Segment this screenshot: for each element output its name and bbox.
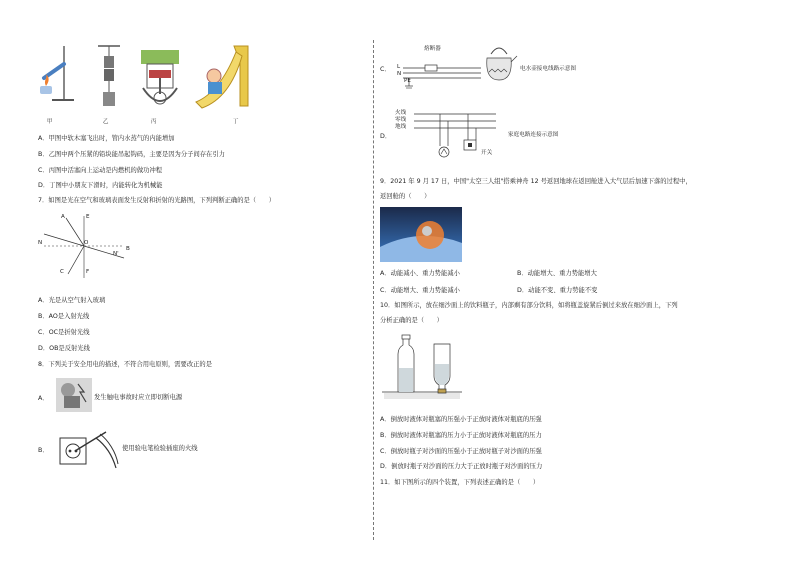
q7-label-a: A — [61, 214, 65, 220]
fig-jia-test-tube — [34, 42, 74, 108]
q11-stem: 11．如下图所示的四个装置，下列表述正确的是（ ） — [380, 479, 540, 486]
d-option-letter: D． — [380, 133, 392, 140]
q7-label-e: E — [86, 214, 90, 220]
q8-test-pen-socket-image — [56, 428, 122, 472]
c-kettle-circuit-diagram — [395, 40, 521, 92]
q10-option-c: C．倒放时瓶子对沙面的压强小于正放时瓶子对沙面的压强 — [380, 448, 542, 455]
q6-option-a: A．甲图中软木塞飞出时，管内水蒸气的内能增加 — [38, 135, 175, 142]
d-home-circuit-diagram — [410, 108, 500, 170]
q9-stem-line2: 返回舱的（ ） — [380, 193, 431, 200]
q7-label-n-prime: N' — [113, 251, 119, 257]
c-n-label: N — [397, 71, 402, 77]
c-pe-label: PE — [404, 78, 411, 84]
fig-ding-slide — [190, 42, 254, 112]
q8-option-a-text: 发生触电事故时应立即切断电源 — [94, 394, 183, 401]
d-line-ground: 地线 — [395, 124, 407, 130]
q7-label-b: B — [126, 246, 130, 252]
q8-option-b-text: 使用验电笔检验插座的火线 — [122, 445, 198, 452]
q6-option-d: D．丁图中小朋友下滑时，内能转化为机械能 — [38, 182, 163, 189]
q9-stem-line1: 9．2021 年 9 月 17 日，中国"太空三人组"搭乘神舟 12 号返回地球在返回舱进入大气层后加速下落的过程中， — [380, 178, 692, 185]
q10-option-b: B．倒放时液体对瓶塞的压力小于正放时液体对瓶底的压力 — [380, 432, 542, 439]
q9-option-b: B．动能增大、重力势能增大 — [517, 270, 597, 277]
q7-label-n: N — [38, 240, 43, 246]
q8-electric-shock-image — [56, 378, 92, 412]
c-fuse-label: 熔断器 — [424, 46, 441, 52]
d-caption: 家庭电路连接示意图 — [508, 132, 559, 138]
c-l-label: L — [397, 64, 401, 70]
q7-light-diagram — [40, 214, 130, 282]
q10-option-d: D．倒放时瓶子对沙面的压力大于正放时瓶子对沙面的压力 — [380, 463, 543, 470]
fig-label-yi: 乙 — [103, 119, 109, 125]
q9-option-c: C．动能增大、重力势能减小 — [380, 287, 460, 294]
q7-option-d: D．OB是反射光线 — [38, 345, 90, 352]
q10-bottles-on-sand-diagram — [382, 332, 462, 404]
q8-stem: 8．下列关于安全用电的描述，不符合用电原则，需要改正的是 — [38, 361, 213, 368]
q10-stem-line1: 10．如图所示，放在细沙面上的饮料瓶子，内部剩有部分饮料，如将瓶盖旋紧后倒过来放在细沙面上，下列 — [380, 302, 678, 309]
d-switch-label: 开关 — [481, 150, 493, 156]
q9-option-a: A．动能减小、重力势能减小 — [380, 270, 460, 277]
q7-label-c: C — [60, 269, 64, 275]
fig-label-ding: 丁 — [233, 119, 239, 125]
q7-option-a: A．光是从空气射入玻璃 — [38, 297, 106, 304]
c-caption: 电水壶接电线路示意图 — [520, 66, 576, 72]
d-line-neutral: 零线 — [395, 117, 407, 123]
q7-option-c: C．OC是折射光线 — [38, 329, 90, 336]
q6-option-c: C．丙图中活塞向上运动是内燃机的做功冲程 — [38, 167, 163, 174]
fig-yi-lead-blocks — [96, 42, 122, 112]
q8-option-b-letter: B． — [38, 447, 49, 454]
q7-option-b: B．AO是入射光线 — [38, 313, 90, 320]
q7-stem: 7．如图是光在空气和玻璃表面发生反射和折射的光路图，下列判断正确的是（ ） — [38, 197, 275, 204]
q7-label-o: O — [84, 240, 89, 246]
q10-option-a: A．倒放时液体对瓶塞的压强小于正放时液体对瓶底的压强 — [380, 416, 542, 423]
c-option-letter: C． — [380, 66, 391, 73]
column-divider — [373, 40, 374, 540]
fig-label-jia: 甲 — [47, 119, 53, 125]
q6-option-b: B．乙图中两个压紧的铅块能吊起钩码，主要是因为分子间存在引力 — [38, 151, 225, 158]
q9-capsule-reentry-image — [380, 207, 462, 262]
q10-stem-line2: 分析正确的是（ ） — [380, 317, 443, 324]
fig-label-bing: 丙 — [151, 119, 157, 125]
fig-bing-engine — [137, 42, 183, 112]
q9-option-d: D．动能不变、重力势能不变 — [517, 287, 598, 294]
q7-label-f: F — [86, 269, 90, 275]
q8-option-a-letter: A． — [38, 395, 49, 402]
d-line-live: 火线 — [395, 110, 407, 116]
